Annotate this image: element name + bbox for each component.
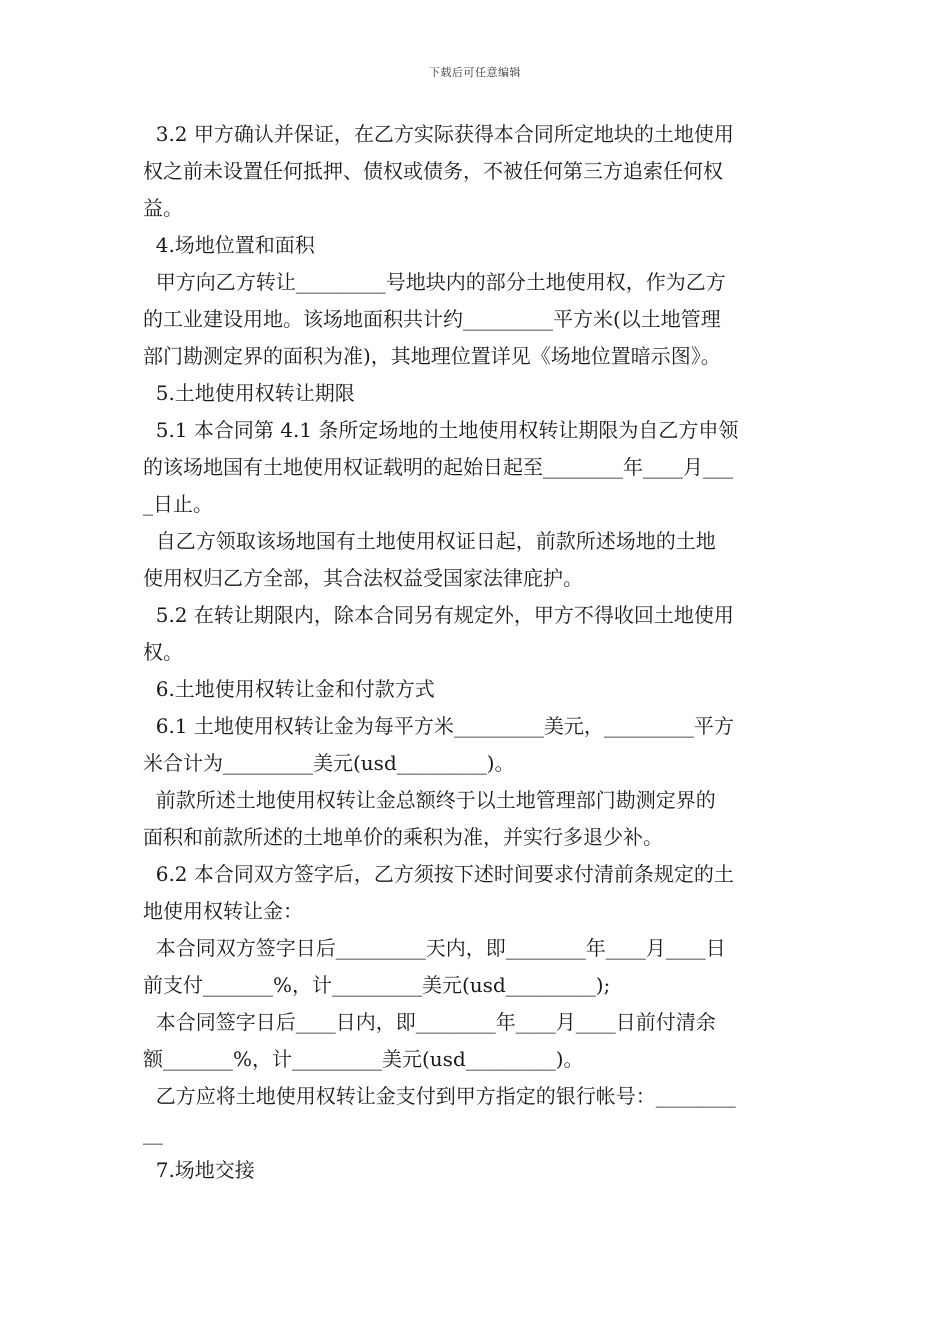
text-line: 本合同双方签字日后_________天内，即________年____月____日 <box>143 936 726 960</box>
text-line: 地使用权转让金： <box>143 899 303 923</box>
text-line: 的工业建设用地。该场地面积共计约_________平方米(以土地管理 <box>143 307 721 331</box>
text-line: 部门勘测定界的面积为准)，其地理位置详见《场地位置暗示图》。 <box>143 344 721 368</box>
text-line: 本合同签字日后____日内，即________年____月____日前付清余 <box>143 1010 716 1034</box>
text-line: 权之前未设置任何抵押、债权或债务，不被任何第三方追索任何权 <box>143 159 723 183</box>
text-line: 乙方应将土地使用权转让金支付到甲方指定的银行帐号：________ <box>143 1084 736 1108</box>
page-header: 下载后可任意编辑 <box>429 66 521 79</box>
text-line: 前款所述土地使用权转让金总额终于以土地管理部门勘测定界的 <box>143 788 716 812</box>
text-line: _日止。 <box>143 492 213 516</box>
text-line: 权。 <box>143 640 183 664</box>
text-line: __ <box>143 1121 163 1145</box>
text-line: 米合计为_________美元(usd_________)。 <box>143 751 515 775</box>
text-line: 额_______%，计_________美元(usd_________)。 <box>143 1047 584 1071</box>
text-line: 5.1 本合同第 4.1 条所定场地的土地使用权转让期限为自乙方申领 <box>143 418 739 442</box>
text-line: 面积和前款所述的土地单价的乘积为准，并实行多退少补。 <box>143 825 663 849</box>
text-line: 3.2 甲方确认并保证，在乙方实际获得本合同所定地块的土地使用 <box>143 122 734 146</box>
text-line: 使用权归乙方全部，其合法权益受国家法律庇护。 <box>143 566 583 590</box>
text-line: 5.土地使用权转让期限 <box>143 381 355 405</box>
text-line: 5.2 在转让期限内，除本合同另有规定外，甲方不得收回土地使用 <box>143 603 734 627</box>
text-line: 6.1 土地使用权转让金为每平方米_________美元，_________平方 <box>143 714 734 738</box>
text-line: 6.土地使用权转让金和付款方式 <box>143 677 435 701</box>
text-line: 6.2 本合同双方签字后，乙方须按下述时间要求付清前条规定的土 <box>143 862 734 886</box>
text-line: 自乙方领取该场地国有土地使用权证日起，前款所述场地的土地 <box>143 529 716 553</box>
text-line: 前支付_______%，计_________美元(usd_________); <box>143 973 611 997</box>
document-body <box>143 116 807 1189</box>
text-line: 甲方向乙方转让_________号地块内的部分土地使用权，作为乙方 <box>143 270 726 294</box>
text-line: 益。 <box>143 196 183 220</box>
text-line: 4.场地位置和面积 <box>143 233 315 257</box>
text-line: 的该场地国有土地使用权证载明的起始日起至________年____月___ <box>143 455 733 479</box>
text-line: 7.场地交接 <box>143 1158 255 1182</box>
